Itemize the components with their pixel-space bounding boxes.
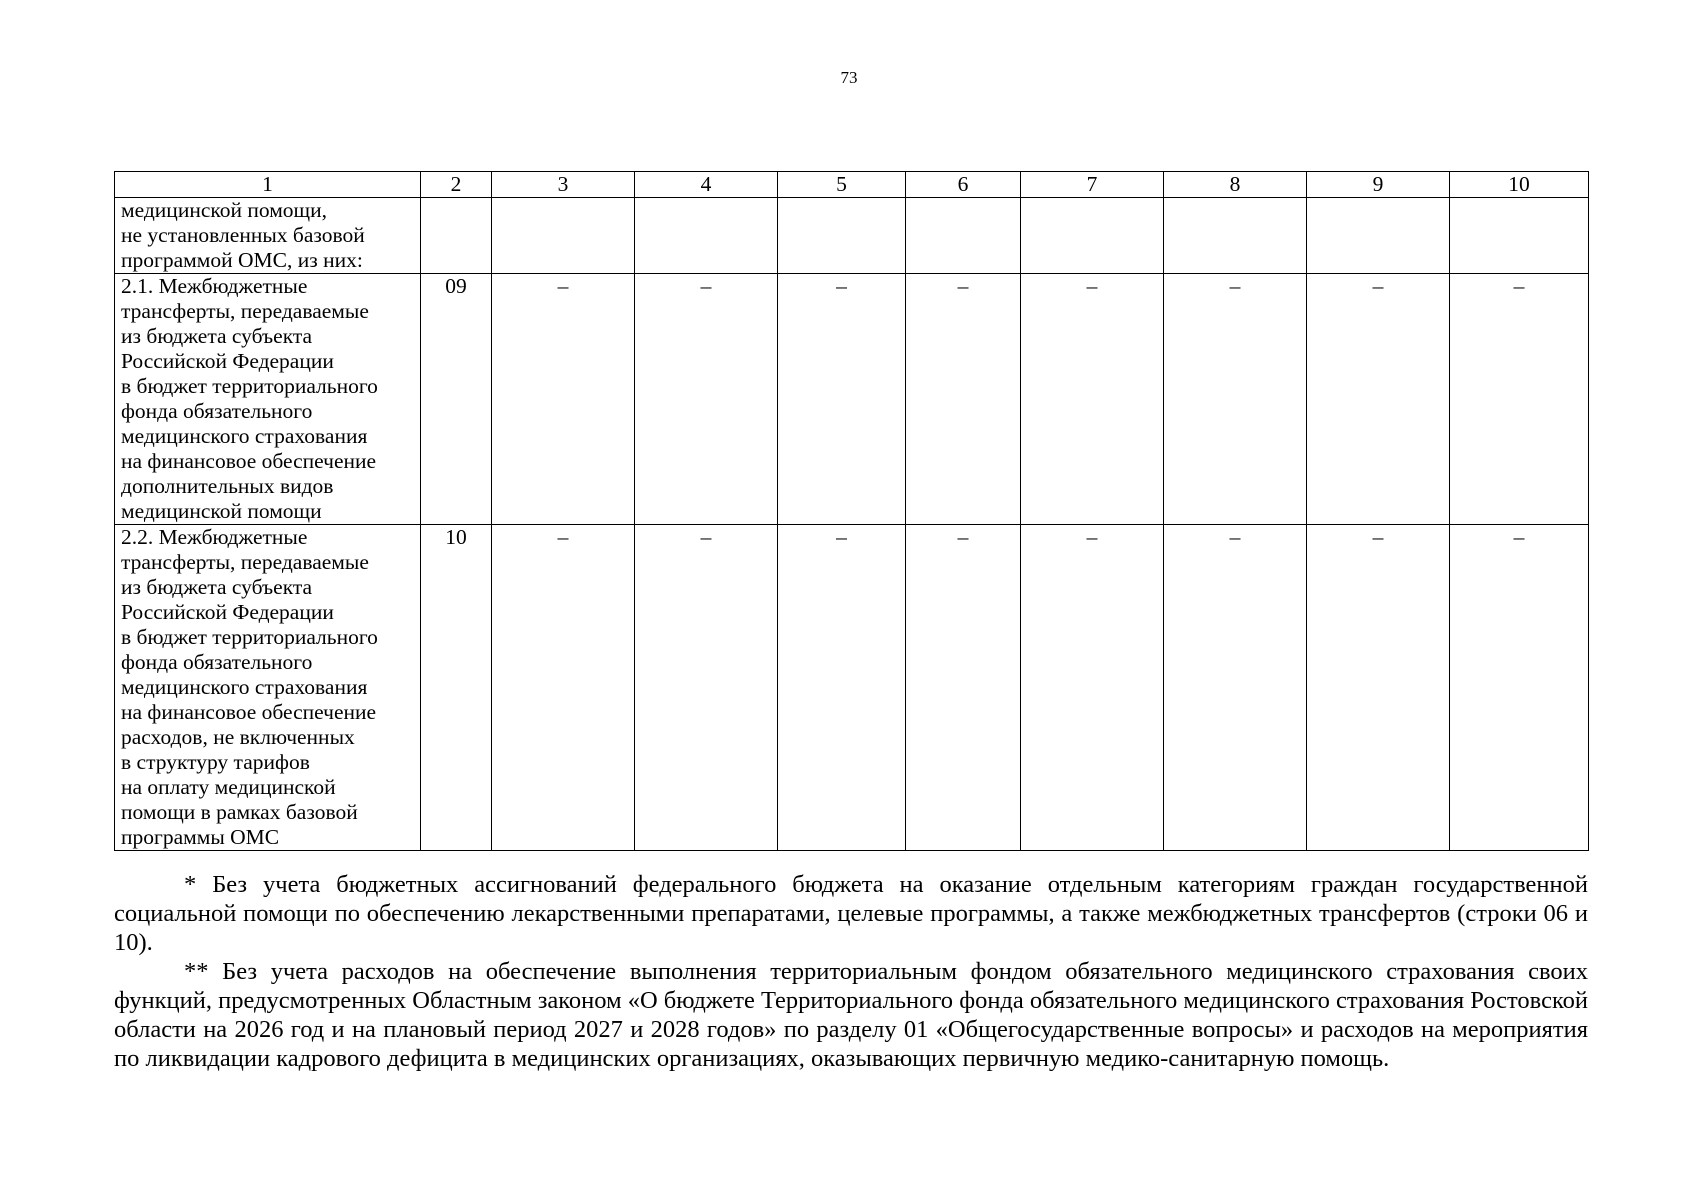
row-value (1450, 198, 1589, 274)
row-value: – (1164, 274, 1307, 525)
row-value: – (1021, 525, 1164, 851)
row-value: – (778, 274, 906, 525)
column-number: 6 (906, 172, 1021, 198)
row-value: – (492, 525, 635, 851)
row-value: – (1450, 525, 1589, 851)
footnotes (114, 870, 1588, 1073)
row-value: – (635, 525, 778, 851)
row-value: – (906, 525, 1021, 851)
row-value (1307, 198, 1450, 274)
row-name: 2.1. Межбюджетные трансферты, передаваемые из бюджета субъекта Российской Федерации в бюджет территориального фонда обязательного медицинского страхования на финансовое обеспечение дополнительных видов медицинской помощи (115, 274, 421, 525)
table-row (115, 274, 1589, 525)
column-number: 4 (635, 172, 778, 198)
row-value: – (1307, 274, 1450, 525)
row-value: – (1164, 525, 1307, 851)
column-number: 3 (492, 172, 635, 198)
row-value: – (778, 525, 906, 851)
footnote: * Без учета бюджетных ассигнований федерального бюджета на оказание отдельным категориям граждан государственной социальной помощи по обеспечению лекарственными препаратами, целевые программы, а также межбюджетных трансфертов (строки 06 и 10). (114, 871, 1588, 956)
column-number: 9 (1307, 172, 1450, 198)
row-value: – (492, 274, 635, 525)
row-name: 2.2. Межбюджетные трансферты, передаваемые из бюджета субъекта Российской Федерации в бюджет территориального фонда обязательного медицинского страхования на финансовое обеспечение расходов, не включенных в структуру тарифов на оплату медицинской помощи в рамках базовой программы ОМС (115, 525, 421, 851)
column-number: 5 (778, 172, 906, 198)
row-code: 09 (421, 274, 492, 525)
column-number: 2 (421, 172, 492, 198)
table-header-row (115, 172, 1589, 198)
row-value: – (635, 274, 778, 525)
row-code: 10 (421, 525, 492, 851)
column-number: 10 (1450, 172, 1589, 198)
table-row (115, 525, 1589, 851)
footnote: ** Без учета расходов на обеспечение выполнения территориальным фондом обязательного медицинского страхования своих функций, предусмотренных Областным законом «О бюджете Территориального фонда обязательного медицинского страхования Ростовской области на 2026 год и на плановый период 2027 и 2028 годов» по разделу 01 «Общегосударственные вопросы» и расходов на мероприятия по ликвидации кадрового дефицита в медицинских организациях, оказывающих первичную медико-санитарную помощь. (114, 958, 1588, 1072)
row-value (906, 198, 1021, 274)
row-code (421, 198, 492, 274)
column-number: 8 (1164, 172, 1307, 198)
column-number: 1 (115, 172, 421, 198)
row-name: медицинской помощи, не установленных базовой программой ОМС, из них: (115, 198, 421, 274)
column-number: 7 (1021, 172, 1164, 198)
table-row (115, 198, 1589, 274)
row-value (1164, 198, 1307, 274)
row-value (1021, 198, 1164, 274)
row-value: – (1307, 525, 1450, 851)
row-value: – (1021, 274, 1164, 525)
row-value (635, 198, 778, 274)
row-value (778, 198, 906, 274)
row-value: – (906, 274, 1021, 525)
budget-table (114, 171, 1589, 851)
row-value: – (1450, 274, 1589, 525)
row-value (492, 198, 635, 274)
page-number: 73 (840, 68, 858, 87)
